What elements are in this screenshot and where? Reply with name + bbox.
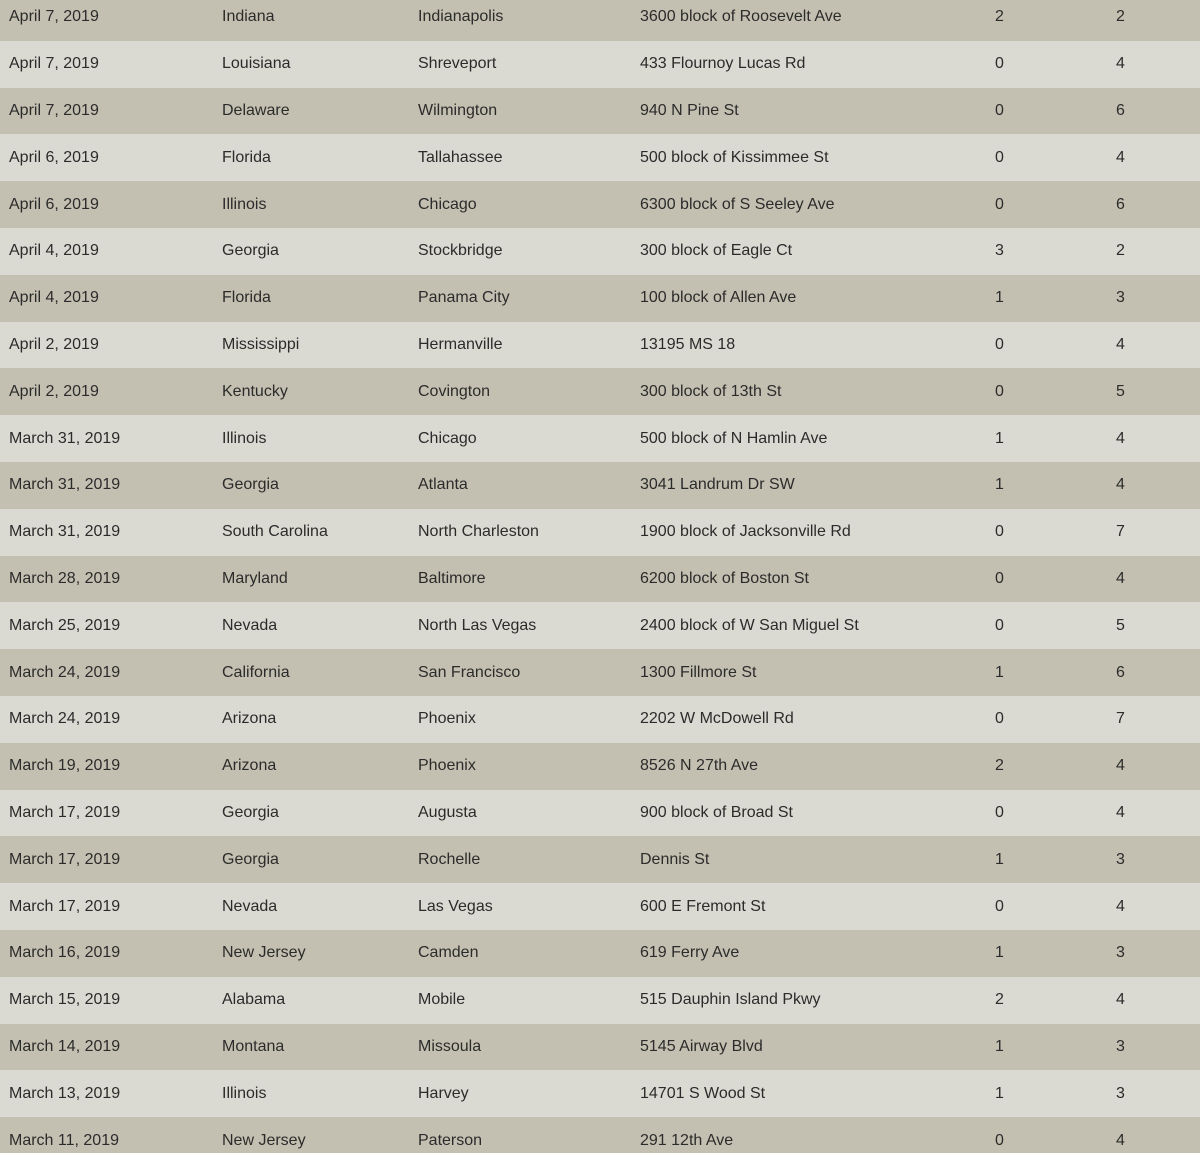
cell-injured: 3 [1116,289,1125,307]
cell-address: 433 Flournoy Lucas Rd [640,55,806,73]
cell-address: 515 Dauphin Island Pkwy [640,991,821,1009]
cell-city: Hermanville [418,335,503,353]
cell-address: 14701 S Wood St [640,1084,766,1102]
cell-date: March 16, 2019 [9,944,121,962]
cell-injured: 2 [1116,242,1125,260]
cell-date: March 14, 2019 [9,1037,121,1055]
table-row [0,134,1200,181]
cell-killed: 0 [995,382,1004,400]
cell-city: North Las Vegas [418,616,537,634]
cell-date: March 24, 2019 [9,663,121,681]
table-row [0,88,1200,135]
table-row [0,883,1200,930]
cell-killed: 2 [995,757,1004,775]
cell-city: Harvey [418,1084,469,1102]
cell-killed: 1 [995,429,1004,447]
cell-city: Panama City [418,289,510,307]
cell-city: Las Vegas [418,897,493,915]
cell-state: Florida [222,148,271,166]
cell-state: Illinois [222,429,267,447]
cell-city: Rochelle [418,850,481,868]
cell-date: March 15, 2019 [9,991,121,1009]
cell-state: Delaware [222,101,290,119]
cell-date: April 7, 2019 [9,101,99,119]
cell-date: April 7, 2019 [9,8,99,26]
cell-state: Florida [222,289,271,307]
cell-address: 3041 Landrum Dr SW [640,476,795,494]
cell-date: March 13, 2019 [9,1084,121,1102]
cell-address: 940 N Pine St [640,101,739,119]
cell-date: April 4, 2019 [9,242,99,260]
cell-state: Arizona [222,710,277,728]
cell-city: North Charleston [418,523,539,541]
cell-killed: 1 [995,850,1004,868]
cell-address: 500 block of N Hamlin Ave [640,429,828,447]
table-row [0,602,1200,649]
cell-injured: 5 [1116,382,1125,400]
cell-address: 1300 Fillmore St [640,663,757,681]
cell-killed: 2 [995,991,1004,1009]
cell-state: New Jersey [222,944,306,962]
table-row [0,415,1200,462]
cell-date: March 31, 2019 [9,476,121,494]
cell-date: April 2, 2019 [9,335,99,353]
cell-injured: 3 [1116,1037,1125,1055]
cell-date: April 4, 2019 [9,289,99,307]
cell-state: Arizona [222,757,277,775]
table-row [0,228,1200,275]
cell-injured: 6 [1116,195,1125,213]
cell-injured: 4 [1116,803,1125,821]
table-row [0,462,1200,509]
cell-address: 900 block of Broad St [640,803,793,821]
cell-killed: 1 [995,663,1004,681]
cell-city: Augusta [418,803,477,821]
cell-date: March 28, 2019 [9,569,121,587]
cell-injured: 4 [1116,55,1125,73]
cell-injured: 4 [1116,569,1125,587]
cell-injured: 4 [1116,335,1125,353]
table-row [0,0,1200,41]
cell-injured: 4 [1116,148,1125,166]
cell-killed: 0 [995,101,1004,119]
cell-date: April 2, 2019 [9,382,99,400]
table-row [0,41,1200,88]
cell-injured: 4 [1116,429,1125,447]
cell-killed: 0 [995,897,1004,915]
cell-injured: 4 [1116,757,1125,775]
cell-injured: 6 [1116,663,1125,681]
cell-state: Maryland [222,569,288,587]
cell-killed: 3 [995,242,1004,260]
cell-date: March 25, 2019 [9,616,121,634]
cell-killed: 0 [995,803,1004,821]
cell-date: March 11, 2019 [9,1131,119,1149]
cell-injured: 4 [1116,476,1125,494]
cell-address: 5145 Airway Blvd [640,1037,763,1055]
cell-address: 291 12th Ave [640,1131,734,1149]
table-row [0,977,1200,1024]
cell-injured: 4 [1116,897,1125,915]
cell-state: Alabama [222,991,286,1009]
table-row [0,1117,1200,1153]
cell-killed: 0 [995,616,1004,634]
cell-city: Chicago [418,195,477,213]
cell-killed: 0 [995,1131,1004,1149]
cell-state: Montana [222,1037,285,1055]
cell-address: 600 E Fremont St [640,897,766,915]
table-row [0,649,1200,696]
table-row [0,696,1200,743]
table-row [0,322,1200,369]
cell-injured: 4 [1116,991,1125,1009]
cell-city: Mobile [418,991,466,1009]
cell-city: Tallahassee [418,148,503,166]
cell-city: Atlanta [418,476,468,494]
cell-address: 2202 W McDowell Rd [640,710,794,728]
cell-killed: 2 [995,8,1004,26]
cell-address: 619 Ferry Ave [640,944,740,962]
table-row [0,181,1200,228]
cell-killed: 0 [995,523,1004,541]
cell-city: Camden [418,944,479,962]
cell-state: Georgia [222,476,279,494]
cell-city: Phoenix [418,710,476,728]
cell-date: March 31, 2019 [9,429,121,447]
cell-state: South Carolina [222,523,328,541]
cell-city: Covington [418,382,491,400]
cell-city: Indianapolis [418,8,504,26]
cell-state: Illinois [222,1084,267,1102]
cell-killed: 1 [995,1037,1004,1055]
cell-killed: 1 [995,289,1004,307]
cell-address: 2400 block of W San Miguel St [640,616,859,634]
table-row [0,275,1200,322]
cell-state: Georgia [222,850,279,868]
cell-injured: 7 [1116,710,1125,728]
cell-city: Missoula [418,1037,482,1055]
cell-killed: 0 [995,148,1004,166]
cell-date: April 7, 2019 [9,55,99,73]
cell-state: Illinois [222,195,267,213]
cell-killed: 1 [995,476,1004,494]
cell-state: Georgia [222,242,279,260]
cell-date: April 6, 2019 [9,148,99,166]
cell-date: March 17, 2019 [9,897,121,915]
table-row [0,368,1200,415]
cell-killed: 1 [995,1084,1004,1102]
cell-state: Mississippi [222,335,300,353]
cell-address: 6300 block of S Seeley Ave [640,195,835,213]
cell-injured: 3 [1116,1084,1125,1102]
cell-city: San Francisco [418,663,521,681]
table-row [0,556,1200,603]
cell-state: Indiana [222,8,275,26]
cell-killed: 1 [995,944,1004,962]
cell-killed: 0 [995,335,1004,353]
cell-injured: 3 [1116,850,1125,868]
cell-address: 500 block of Kissimmee St [640,148,829,166]
cell-killed: 0 [995,55,1004,73]
table-row [0,836,1200,883]
cell-state: Louisiana [222,55,291,73]
table-row [0,790,1200,837]
cell-injured: 3 [1116,944,1125,962]
cell-date: March 17, 2019 [9,850,121,868]
cell-address: 300 block of Eagle Ct [640,242,793,260]
cell-date: April 6, 2019 [9,195,99,213]
cell-city: Shreveport [418,55,497,73]
cell-address: 3600 block of Roosevelt Ave [640,8,842,26]
cell-city: Wilmington [418,101,498,119]
cell-injured: 5 [1116,616,1125,634]
table-row [0,1024,1200,1071]
cell-city: Baltimore [418,569,486,587]
cell-state: Nevada [222,616,278,634]
cell-city: Stockbridge [418,242,503,260]
table-row [0,743,1200,790]
cell-state: Kentucky [222,382,288,400]
cell-address: 8526 N 27th Ave [640,757,759,775]
cell-date: March 24, 2019 [9,710,121,728]
cell-state: Nevada [222,897,278,915]
cell-address: 13195 MS 18 [640,335,736,353]
cell-city: Phoenix [418,757,476,775]
cell-state: California [222,663,290,681]
cell-city: Paterson [418,1131,483,1149]
cell-date: March 31, 2019 [9,523,121,541]
cell-address: 300 block of 13th St [640,382,782,400]
cell-injured: 6 [1116,101,1125,119]
cell-address: 1900 block of Jacksonville Rd [640,523,851,541]
cell-date: March 17, 2019 [9,803,121,821]
cell-address: Dennis St [640,850,710,868]
table-row [0,1070,1200,1117]
table-row [0,930,1200,977]
cell-injured: 7 [1116,523,1125,541]
cell-injured: 4 [1116,1131,1125,1149]
cell-state: New Jersey [222,1131,306,1149]
cell-state: Georgia [222,803,279,821]
cell-date: March 19, 2019 [9,757,121,775]
cell-address: 6200 block of Boston St [640,569,809,587]
cell-killed: 0 [995,195,1004,213]
cell-city: Chicago [418,429,477,447]
cell-injured: 2 [1116,8,1125,26]
cell-address: 100 block of Allen Ave [640,289,797,307]
cell-killed: 0 [995,569,1004,587]
table-row [0,509,1200,556]
cell-killed: 0 [995,710,1004,728]
